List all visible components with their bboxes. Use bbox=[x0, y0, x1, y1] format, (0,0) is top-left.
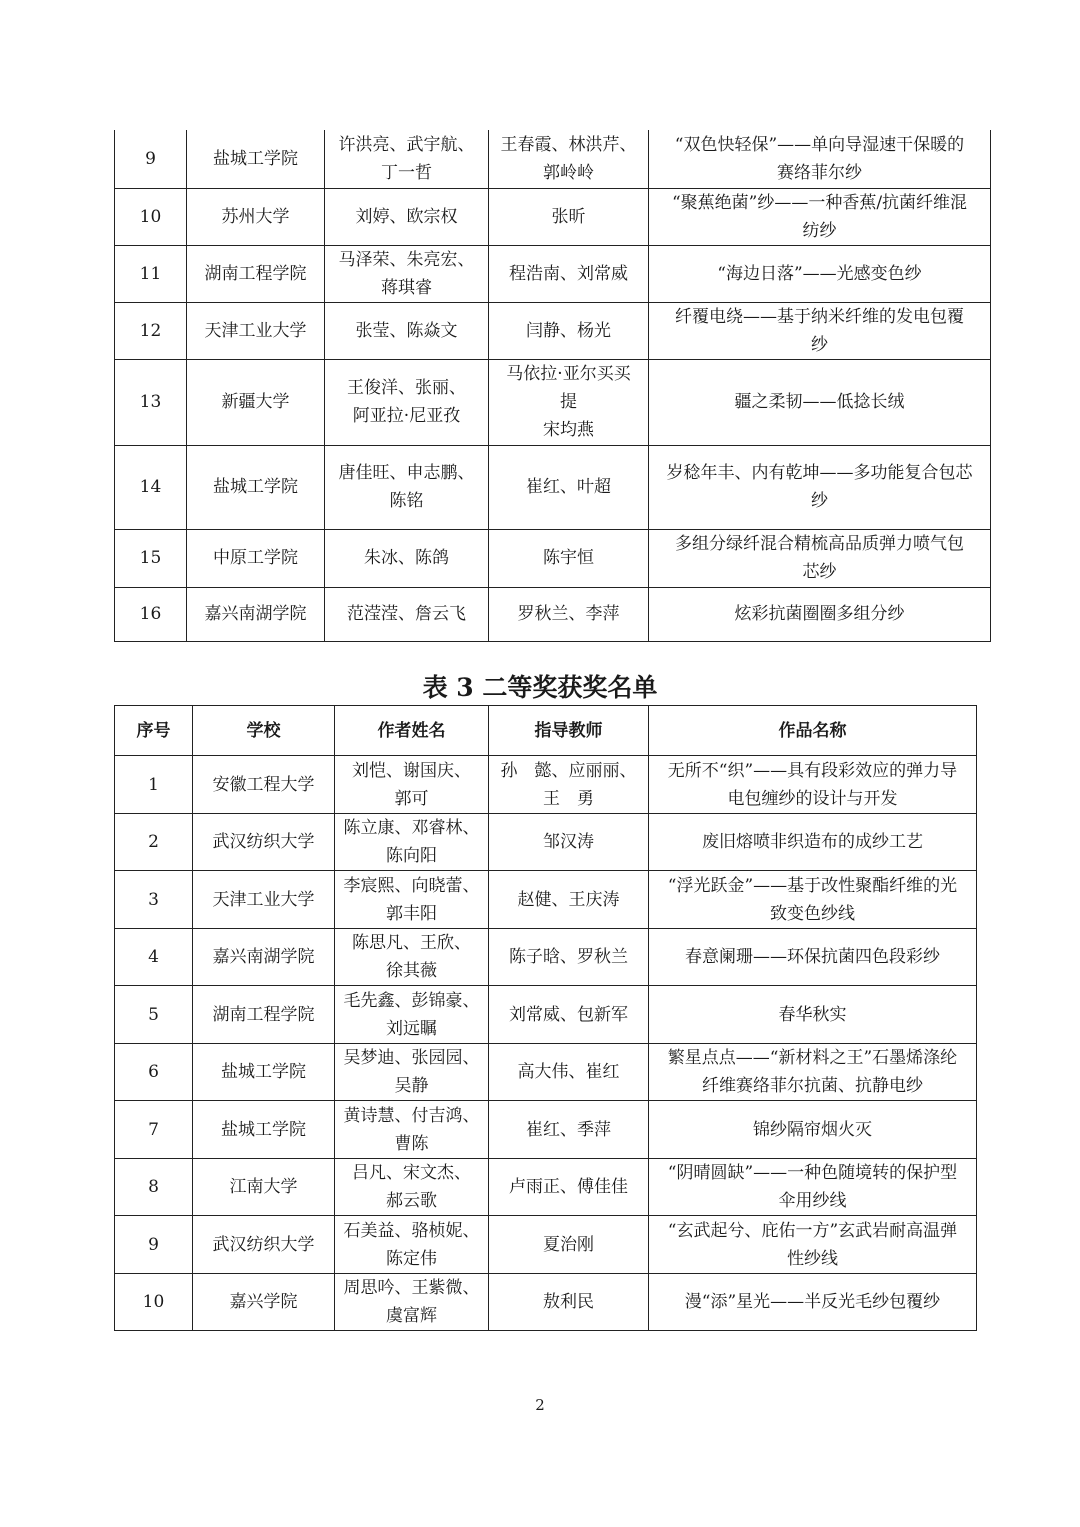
cell-text: 8 bbox=[148, 1177, 159, 1197]
cell-no bbox=[115, 1274, 193, 1331]
cell-authors bbox=[325, 302, 489, 359]
table-row bbox=[115, 1216, 977, 1274]
cell-text: 无所不“织”——具有段彩效应的弹力导 电包缠纱的设计与开发 bbox=[667, 760, 958, 809]
cell-text: 漫“添”星光——半反光毛纱包覆纱 bbox=[684, 1292, 941, 1312]
header-school: 学校 bbox=[193, 706, 335, 756]
award-table-continued bbox=[114, 130, 991, 642]
cell-text: 1 bbox=[148, 774, 159, 795]
cell-text: 张莹、陈焱文 bbox=[355, 320, 458, 341]
cell-work bbox=[649, 756, 977, 814]
cell-authors bbox=[335, 1044, 489, 1101]
cell-school bbox=[193, 871, 335, 929]
cell-school bbox=[187, 445, 325, 529]
cell-school bbox=[187, 359, 325, 445]
table-row bbox=[115, 756, 977, 814]
cell-text: 范滢滢、詹云飞 bbox=[347, 604, 466, 624]
cell-text: 中原工学院 bbox=[213, 548, 298, 568]
cell-text: 孙 懿、应丽丽、 王 勇 bbox=[500, 760, 637, 809]
cell-school bbox=[193, 929, 335, 986]
table-row bbox=[115, 130, 991, 188]
cell-no bbox=[115, 1216, 193, 1274]
cell-no bbox=[115, 587, 187, 641]
cell-no bbox=[115, 1044, 193, 1101]
cell-text: 张昕 bbox=[551, 206, 586, 227]
cell-text: 嘉兴南湖学院 bbox=[204, 604, 307, 624]
table-row bbox=[115, 1101, 977, 1159]
cell-text: 陈立康、邓睿林、 陈向阳 bbox=[343, 818, 480, 866]
table-row bbox=[115, 245, 991, 302]
cell-authors bbox=[335, 1216, 489, 1274]
cell-work bbox=[649, 1274, 977, 1331]
cell-advisors bbox=[489, 929, 649, 986]
cell-school bbox=[193, 986, 335, 1044]
header-advisors: 指导教师 bbox=[489, 706, 649, 756]
cell-text: 吴梦迪、张园园、 吴静 bbox=[343, 1048, 480, 1096]
cell-school bbox=[187, 529, 325, 587]
cell-work bbox=[649, 1159, 977, 1216]
cell-no bbox=[115, 1101, 193, 1159]
cell-school bbox=[187, 245, 325, 302]
cell-text: 湖南工程学院 bbox=[204, 263, 307, 284]
cell-text: 3 bbox=[148, 889, 159, 910]
cell-no bbox=[115, 871, 193, 929]
cell-text: 安徽工程大学 bbox=[212, 774, 315, 795]
cell-text: 罗秋兰、李萍 bbox=[517, 604, 620, 624]
page-number: 2 bbox=[535, 1396, 545, 1414]
cell-text: “阴晴圆缺”——一种色随境转的保护型 伞用纱线 bbox=[667, 1163, 958, 1211]
cell-work bbox=[649, 245, 991, 302]
cell-authors bbox=[325, 529, 489, 587]
cell-work bbox=[649, 445, 991, 529]
cell-school bbox=[193, 1101, 335, 1159]
cell-school bbox=[193, 756, 335, 814]
cell-text: 卢雨正、傅佳佳 bbox=[509, 1177, 628, 1197]
cell-authors bbox=[325, 587, 489, 641]
cell-text: 多组分绿纤混合精梳高品质弹力喷气包 芯纱 bbox=[675, 534, 964, 582]
cell-text: 周思吟、王紫微、 虞富辉 bbox=[343, 1278, 480, 1326]
cell-text: 5 bbox=[148, 1004, 159, 1025]
cell-no bbox=[115, 302, 187, 359]
cell-text: 王俊洋、张丽、 阿亚拉·尼亚孜 bbox=[347, 378, 466, 426]
cell-text: 陈思凡、王欣、 徐其薇 bbox=[352, 933, 471, 981]
header-no: 序号 bbox=[115, 706, 193, 756]
cell-text: 春华秋实 bbox=[778, 1004, 847, 1025]
cell-work bbox=[649, 302, 991, 359]
cell-advisors bbox=[489, 587, 649, 641]
cell-work bbox=[649, 871, 977, 929]
cell-text: 10 bbox=[139, 206, 162, 227]
cell-school bbox=[187, 587, 325, 641]
cell-work bbox=[649, 929, 977, 986]
cell-work bbox=[649, 814, 977, 871]
header-authors: 作者姓名 bbox=[335, 706, 489, 756]
cell-work bbox=[649, 587, 991, 641]
cell-text: 赵健、王庆涛 bbox=[517, 889, 620, 910]
table-row bbox=[115, 529, 991, 587]
cell-text: 王春霞、林洪芹、 郭岭岭 bbox=[500, 134, 637, 183]
cell-text: 崔红、叶超 bbox=[526, 477, 611, 497]
cell-text: 9 bbox=[148, 1234, 159, 1255]
cell-no bbox=[115, 986, 193, 1044]
cell-advisors bbox=[489, 529, 649, 587]
cell-text: 马泽荣、朱亮宏、 蒋琪睿 bbox=[338, 249, 475, 298]
cell-authors bbox=[325, 445, 489, 529]
cell-advisors bbox=[489, 130, 649, 188]
cell-advisors bbox=[489, 1274, 649, 1331]
cell-no bbox=[115, 1159, 193, 1216]
table-row bbox=[115, 929, 977, 986]
header-work: 作品名称 bbox=[649, 706, 977, 756]
cell-text: 黄诗慧、付吉鸿、 曹陈 bbox=[343, 1105, 480, 1154]
cell-advisors bbox=[489, 1216, 649, 1274]
cell-text: 盐城工学院 bbox=[213, 148, 298, 169]
cell-text: 12 bbox=[139, 320, 162, 341]
cell-work bbox=[649, 1101, 977, 1159]
cell-authors bbox=[335, 1159, 489, 1216]
cell-authors bbox=[335, 986, 489, 1044]
table-row bbox=[115, 1044, 977, 1101]
cell-advisors bbox=[489, 986, 649, 1044]
table-row bbox=[115, 359, 991, 445]
table3-header-row bbox=[115, 706, 977, 756]
cell-advisors bbox=[489, 245, 649, 302]
cell-advisors bbox=[489, 302, 649, 359]
cell-text: 朱冰、陈鸽 bbox=[364, 548, 449, 568]
cell-advisors bbox=[489, 445, 649, 529]
cell-school bbox=[193, 1274, 335, 1331]
cell-text: 锦纱隔帘烟火灭 bbox=[753, 1119, 872, 1140]
cell-text: “海边日落”——光感变色纱 bbox=[717, 263, 922, 284]
cell-text: 石美益、骆桢妮、 陈定伟 bbox=[343, 1220, 480, 1269]
cell-no bbox=[115, 130, 187, 188]
cell-text: 李宸熙、向晓蕾、 郭丰阳 bbox=[343, 875, 480, 924]
cell-advisors bbox=[489, 359, 649, 445]
cell-text: 4 bbox=[148, 947, 159, 967]
cell-text: 繁星点点——“新材料之王”石墨烯涤纶 纤维赛络菲尔抗菌、抗静电纱 bbox=[667, 1048, 958, 1096]
cell-no bbox=[115, 445, 187, 529]
cell-text: 唐佳旺、申志鹏、 陈铭 bbox=[338, 463, 475, 511]
cell-no bbox=[115, 756, 193, 814]
cell-work bbox=[649, 188, 991, 245]
cell-text: 马依拉·亚尔买买 提 宋均燕 bbox=[506, 364, 631, 440]
cell-school bbox=[187, 302, 325, 359]
cell-text: 苏州大学 bbox=[221, 206, 290, 227]
cell-text: 湖南工程学院 bbox=[212, 1004, 315, 1025]
cell-advisors bbox=[489, 188, 649, 245]
cell-advisors bbox=[489, 1044, 649, 1101]
table3-title: 表 3 二等奖获奖名单 bbox=[422, 673, 658, 702]
cell-text: 刘恺、谢国庆、 郭可 bbox=[352, 760, 471, 809]
cell-text: 嘉兴南湖学院 bbox=[212, 947, 315, 967]
cell-text: 疆之柔韧——低捻长绒 bbox=[734, 392, 905, 412]
cell-text: 15 bbox=[139, 548, 162, 568]
cell-school bbox=[193, 1159, 335, 1216]
cell-text: “玄武起兮、庇佑一方”玄武岩耐高温弹 性纱线 bbox=[667, 1220, 958, 1269]
cell-school bbox=[193, 814, 335, 871]
table-row bbox=[115, 1274, 977, 1331]
cell-no bbox=[115, 359, 187, 445]
cell-work bbox=[649, 130, 991, 188]
cell-work bbox=[649, 1044, 977, 1101]
cell-work bbox=[649, 986, 977, 1044]
cell-text: 江南大学 bbox=[229, 1177, 298, 1197]
cell-advisors bbox=[489, 756, 649, 814]
cell-school bbox=[187, 130, 325, 188]
cell-text: 14 bbox=[139, 477, 162, 497]
table-row bbox=[115, 1159, 977, 1216]
cell-advisors bbox=[489, 1159, 649, 1216]
table-row bbox=[115, 445, 991, 529]
cell-text: 邹汉涛 bbox=[543, 832, 594, 852]
cell-text: 7 bbox=[148, 1119, 159, 1140]
cell-text: 盐城工学院 bbox=[213, 477, 298, 497]
cell-authors bbox=[335, 814, 489, 871]
cell-authors bbox=[325, 188, 489, 245]
cell-text: 16 bbox=[139, 604, 162, 624]
cell-text: 敖利民 bbox=[543, 1292, 594, 1312]
table-row bbox=[115, 302, 991, 359]
cell-no bbox=[115, 245, 187, 302]
cell-text: 吕凡、宋文杰、 郝云歌 bbox=[352, 1163, 471, 1211]
cell-text: 刘常威、包新军 bbox=[509, 1004, 628, 1025]
cell-text: “双色快轻保”——单向导湿速干保暖的 赛络菲尔纱 bbox=[674, 134, 965, 183]
cell-no bbox=[115, 929, 193, 986]
table-row bbox=[115, 814, 977, 871]
cell-text: 岁稔年丰、内有乾坤——多功能复合包芯 纱 bbox=[666, 463, 973, 511]
cell-text: 2 bbox=[148, 832, 159, 852]
cell-work bbox=[649, 1216, 977, 1274]
cell-text: 天津工业大学 bbox=[204, 320, 307, 341]
table-row bbox=[115, 587, 991, 641]
cell-text: 毛先鑫、彭锦豪、 刘远瞩 bbox=[343, 990, 480, 1039]
cell-text: “聚蕉绝菌”纱——一种香蕉/抗菌纤维混 纺纱 bbox=[671, 192, 968, 241]
cell-no bbox=[115, 529, 187, 587]
cell-advisors bbox=[489, 1101, 649, 1159]
cell-authors bbox=[335, 1274, 489, 1331]
cell-text: 陈子晗、罗秋兰 bbox=[509, 947, 628, 967]
table-row bbox=[115, 188, 991, 245]
cell-text: 盐城工学院 bbox=[221, 1062, 306, 1082]
cell-no bbox=[115, 188, 187, 245]
cell-school bbox=[193, 1044, 335, 1101]
cell-authors bbox=[335, 929, 489, 986]
cell-work bbox=[649, 529, 991, 587]
cell-no bbox=[115, 814, 193, 871]
cell-school bbox=[193, 1216, 335, 1274]
cell-text: 嘉兴学院 bbox=[229, 1292, 298, 1312]
cell-work bbox=[649, 359, 991, 445]
cell-text: 春意阑珊——环保抗菌四色段彩纱 bbox=[685, 947, 940, 967]
cell-authors bbox=[325, 130, 489, 188]
cell-text: 新疆大学 bbox=[221, 392, 290, 412]
cell-text: 盐城工学院 bbox=[221, 1119, 306, 1140]
cell-text: 刘婷、欧宗权 bbox=[355, 206, 458, 227]
cell-text: 高大伟、崔红 bbox=[517, 1062, 620, 1082]
cell-text: 陈宇恒 bbox=[543, 548, 594, 568]
cell-text: 武汉纺织大学 bbox=[212, 832, 315, 852]
cell-authors bbox=[325, 245, 489, 302]
table-row bbox=[115, 986, 977, 1044]
cell-text: 炫彩抗菌圈圈多组分纱 bbox=[734, 604, 905, 624]
cell-text: 13 bbox=[139, 392, 162, 412]
cell-text: 天津工业大学 bbox=[212, 889, 315, 910]
cell-text: 6 bbox=[148, 1062, 159, 1082]
cell-text: 11 bbox=[139, 263, 162, 284]
cell-text: 纤覆电绕——基于纳米纤维的发电包覆 纱 bbox=[675, 306, 964, 355]
cell-advisors bbox=[489, 871, 649, 929]
cell-authors bbox=[335, 871, 489, 929]
cell-text: 废旧熔喷非织造布的成纱工艺 bbox=[702, 832, 923, 852]
cell-text: 崔红、季萍 bbox=[526, 1119, 611, 1140]
cell-text: 10 bbox=[142, 1292, 165, 1312]
cell-text: 夏治刚 bbox=[543, 1234, 594, 1255]
cell-authors bbox=[335, 756, 489, 814]
cell-text: 9 bbox=[145, 148, 156, 169]
cell-text: 许洪亮、武宇航、 丁一哲 bbox=[338, 134, 475, 183]
table-row bbox=[115, 871, 977, 929]
second-prize-table bbox=[114, 705, 977, 1331]
cell-advisors bbox=[489, 814, 649, 871]
cell-school bbox=[187, 188, 325, 245]
cell-authors bbox=[335, 1101, 489, 1159]
cell-text: 闫静、杨光 bbox=[526, 320, 611, 341]
cell-authors bbox=[325, 359, 489, 445]
cell-text: 武汉纺织大学 bbox=[212, 1234, 315, 1255]
cell-text: 程浩南、刘常威 bbox=[509, 263, 628, 284]
cell-text: “浮光跃金”——基于改性聚酯纤维的光 致变色纱线 bbox=[667, 875, 958, 924]
